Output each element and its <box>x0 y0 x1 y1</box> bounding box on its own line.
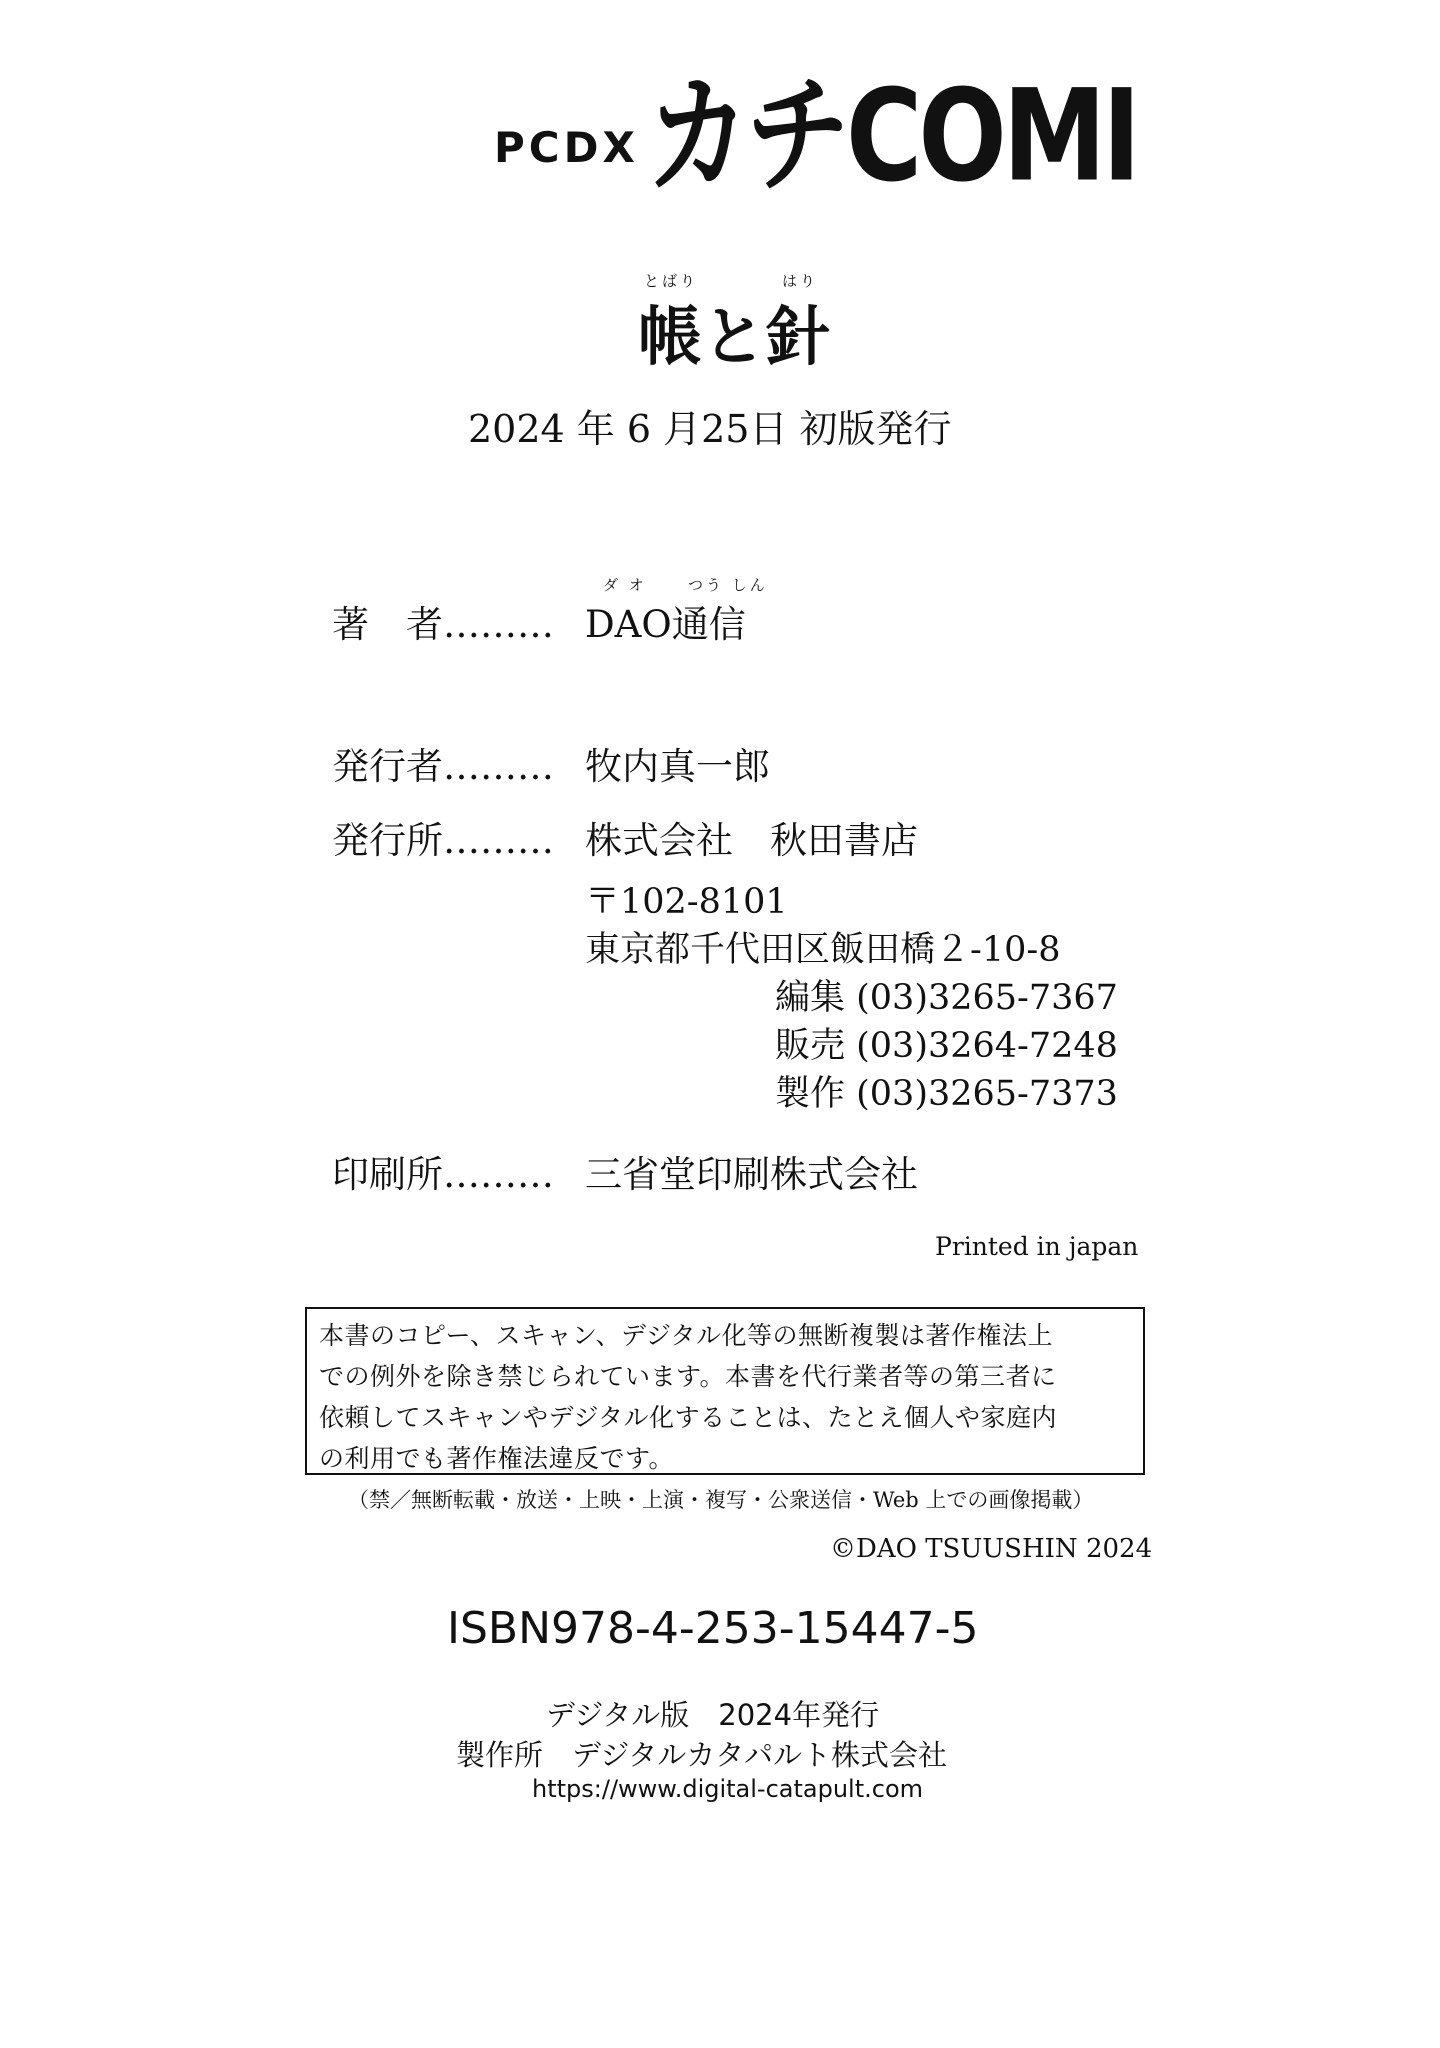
phone-production: 製作 (03)3265-7373 <box>775 1074 1118 1114</box>
publication-date: 2024 年 6 月25日 初版発行 <box>468 407 952 451</box>
notice-line: での例外を除き禁じられています。本書を代行業者等の第三者に <box>319 1362 1057 1391</box>
publisher-person-label: 発行者……… <box>332 745 554 788</box>
author-ruby-right: つう しん <box>688 576 768 594</box>
postal-code: 〒102-8101 <box>585 882 788 922</box>
publisher-office-label: 発行所……… <box>332 819 554 862</box>
printed-in: Printed in japan <box>935 1232 1139 1261</box>
logo-prefix: PCDX <box>494 123 639 172</box>
phone-sales: 販売 (03)3264-7248 <box>775 1026 1118 1066</box>
book-title: 帳と針 <box>638 300 830 375</box>
printer-label: 印刷所……… <box>332 1153 554 1196</box>
publisher-office-name: 株式会社 秋田書店 <box>585 819 918 862</box>
address: 東京都千代田区飯田橋２-10-8 <box>585 930 1061 970</box>
copyright-notice-box <box>305 1307 1145 1475</box>
digital-edition: デジタル版 2024年発行 <box>546 1698 880 1732</box>
publisher-person-name: 牧内真一郎 <box>585 745 770 788</box>
author-label: 著 者……… <box>332 603 554 646</box>
phone-editorial: 編集 (03)3265-7367 <box>775 978 1118 1018</box>
notice-line: 本書のコピー、スキャン、デジタル化等の無断複製は著作権法上 <box>319 1321 1054 1350</box>
printer-name: 三省堂印刷株式会社 <box>585 1153 918 1196</box>
prohibition-text: （禁／無断転載・放送・上映・上演・複写・公衆送信・Web 上での画像掲載） <box>348 1488 1094 1512</box>
isbn: ISBN978-4-253-15447-5 <box>447 1603 979 1654</box>
notice-line: 依頼してスキャンやデジタル化することは、たとえ個人や家庭内 <box>319 1403 1058 1432</box>
title-ruby-left: とばり <box>644 272 699 290</box>
author-name: DAO通信 <box>585 603 746 646</box>
notice-line: の利用でも著作権法違反です。 <box>319 1444 675 1473</box>
author-ruby-left: ダ オ <box>603 576 647 594</box>
digital-url[interactable]: https://www.digital-catapult.com <box>532 1775 924 1803</box>
copyright-line: ©DAO TSUUSHIN 2024 <box>830 1534 1153 1564</box>
title-ruby-right: はり <box>782 272 819 290</box>
digital-producer: 製作所 デジタルカタパルト株式会社 <box>456 1738 947 1772</box>
logo-brand: カチCOMI <box>646 61 1137 210</box>
